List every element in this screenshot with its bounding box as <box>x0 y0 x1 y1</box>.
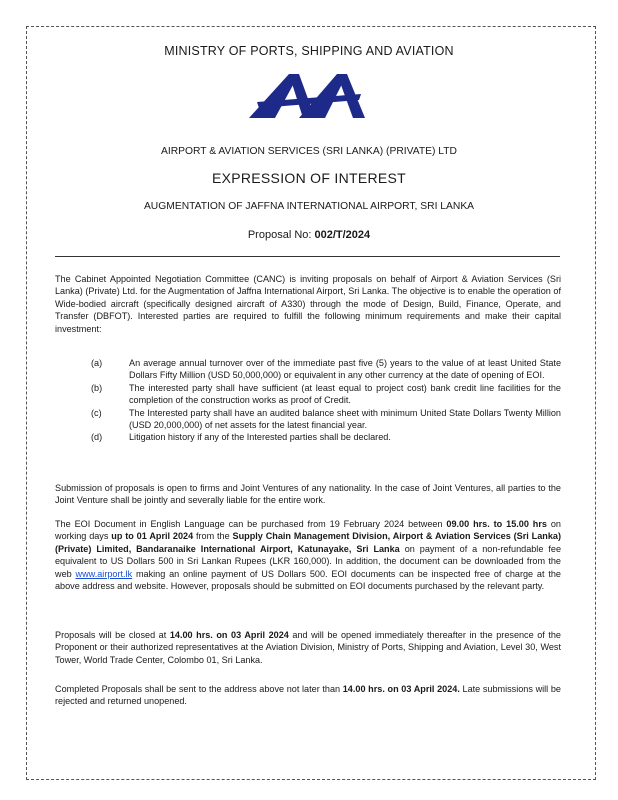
eoi-hours: 09.00 hrs. to 15.00 hrs <box>446 519 547 529</box>
eoi-deadline: up to 01 April 2024 <box>111 531 194 542</box>
eoi-text: on working days <box>55 519 561 542</box>
closing-date: 14.00 hrs. on 03 April 2024 <box>169 630 289 640</box>
document-title: EXPRESSION OF INTEREST <box>211 170 407 186</box>
eoi-text: on payment of a non-refundable fee equivalent to US Dollars 500 in Sri Lankan Rupees (LKR 160,000). In addition, the document can be downloaded from the web <box>55 543 561 579</box>
eoi-text: from the <box>193 531 233 542</box>
completed-deadline: 14.00 hrs. on 03 April 2024. <box>342 684 460 694</box>
closing-text: Proposals will be closed at <box>55 630 170 640</box>
list-item-label: (b) <box>91 382 103 393</box>
list-item-label: (a) <box>91 358 103 368</box>
completed-paragraph <box>55 683 561 708</box>
proposal-number <box>0 229 618 241</box>
eoi-text: The EOI Document in English Language can be purchased from 19 February 2024 between <box>55 519 447 529</box>
list-item <box>55 431 561 443</box>
eoi-text: making an online payment of US Dollars 500. EOI documents can be inspected free of charge at the above address and website. However, proposals should be submitted on EOI documents purchased by the relevant party. <box>55 568 561 592</box>
proposal-label: Proposal No: <box>247 229 315 241</box>
list-item-label: (c) <box>91 407 102 418</box>
document-subtitle: AUGMENTATION OF JAFFNA INTERNATIONAL AIRPORT, SRI LANKA <box>143 201 475 212</box>
list-item <box>55 382 561 407</box>
divider <box>55 256 560 257</box>
list-item-label: (d) <box>91 432 103 443</box>
aasl-logo-icon <box>249 72 365 126</box>
requirements-list <box>55 357 561 444</box>
list-item <box>55 357 561 382</box>
ministry-heading: MINISTRY OF PORTS, SHIPPING AND AVIATION <box>164 44 454 58</box>
closing-paragraph <box>55 629 561 666</box>
eoi-paragraph <box>55 518 561 592</box>
proposal-value: 002/T/2024 <box>314 229 371 241</box>
company-name: AIRPORT & AVIATION SERVICES (SRI LANKA) (PRIVATE) LTD <box>160 146 457 157</box>
website-link[interactable]: www.airport.lk <box>75 568 133 579</box>
list-item-text: Litigation history if any of the Interested parties shall be declared. <box>129 432 391 443</box>
intro-paragraph: The Cabinet Appointed Negotiation Committee (CANC) is inviting proposals on behalf of Airport & Aviation Services (Sri Lanka) (Private) Ltd. for the Augmentation of Jaffna International Airport, Sri Lanka. The objective is to enable the operation of Wide-bodied aircraft (specifically designed aircraft of A330) through the mode of Design, Build, Finance, Operate, and Transfer (DBFOT). Interested parties are required to fulfill the following minimum requirements and make their capital investment: <box>55 274 561 334</box>
eoi-address: Supply Chain Management Division, Airport & Aviation Services (Sri Lanka) (Private) Limited, Bandaranaike International Airport, Katunayake, Sri Lanka <box>55 531 561 554</box>
closing-text: and will be opened immediately thereafter in the presence of the Proponent or their authorized representatives at the Aviation Division, Ministry of Ports, Shipping and Aviation, Level 30, West Tower, World Trade Center, Colombo 01, Sri Lanka. <box>55 630 561 665</box>
completed-text: Completed Proposals shall be sent to the address above not later than <box>55 684 343 694</box>
submission-paragraph: Submission of proposals is open to firms and Joint Ventures of any nationality. In the case of Joint Ventures, all parties to the Joint Venture shall be jointly and severally liable for the entire work. <box>55 483 561 506</box>
list-item-text: An average annual turnover over of the immediate past five (5) years to the value of at least United State Dollars Fifty Million (USD 50,000,000) or equivalent in any other currency at the date of opening of EOI. <box>129 358 561 381</box>
list-item <box>55 407 561 432</box>
list-item-text: The Interested party shall have an audited balance sheet with minimum United State Dollars Twenty Million (USD 20,000,000) of net assets for the latest financial year. <box>129 407 561 431</box>
list-item-text: The interested party shall have sufficient (at least equal to project cost) bank credit line facilities for the completion of the construction works as proof of Credit. <box>129 382 561 406</box>
completed-text: Late submissions will be rejected and returned unopened. <box>55 684 561 707</box>
